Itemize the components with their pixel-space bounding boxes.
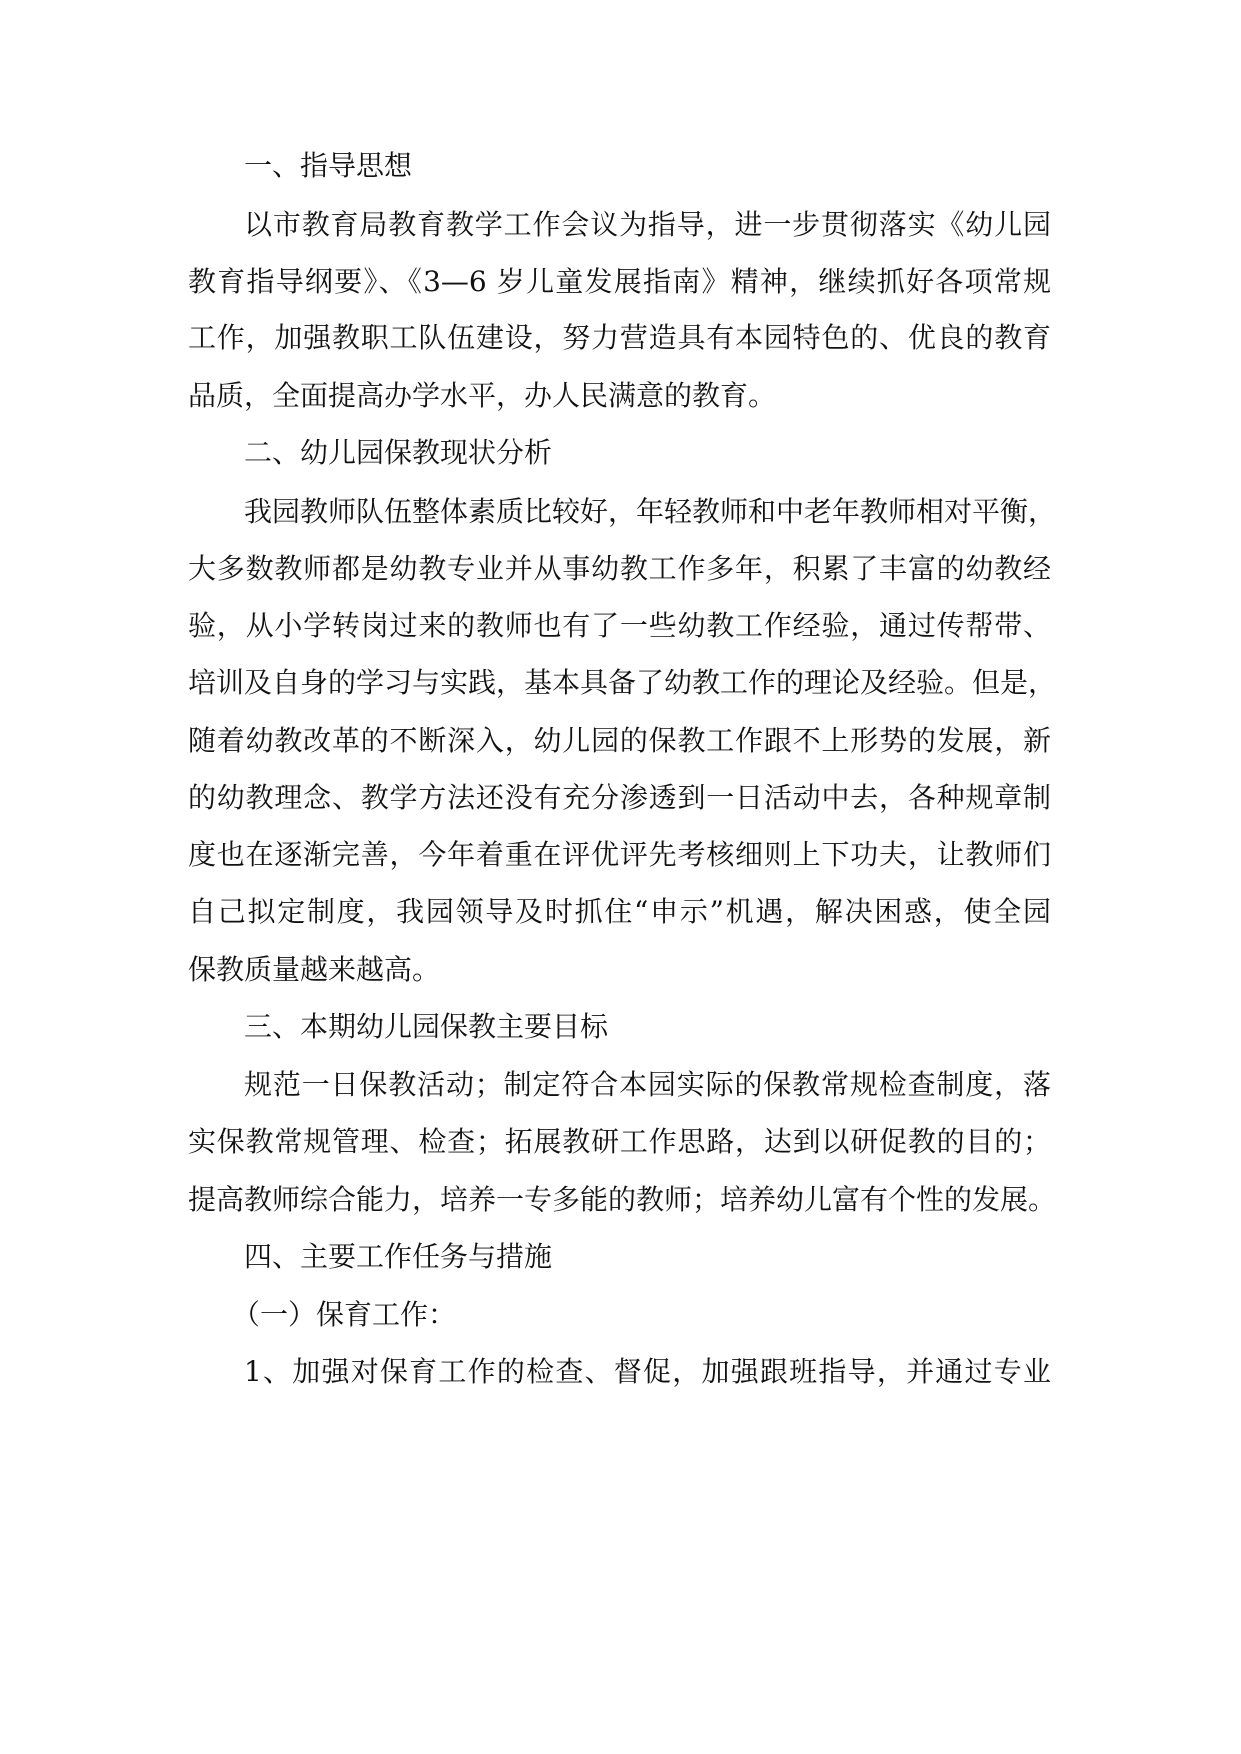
heading-status-analysis: 二、幼儿园保教现状分析 xyxy=(244,436,553,469)
paragraph-line: 我园教师队伍整体素质比较好，年轻教师和中老年教师相对平衡， xyxy=(244,495,1057,528)
paragraph-line: 规范一日保教活动；制定符合本园实际的保教常规检查制度，落 xyxy=(244,1068,1051,1101)
paragraph-line: 以市教育局教育教学工作会议为指导，进一步贯彻落实《幼儿园 xyxy=(244,208,1051,241)
paragraph-line: 工作，加强教职工队伍建设，努力营造具有本园特色的、优良的教育 xyxy=(188,321,1051,354)
paragraph-line: 保教质量越来越高。 xyxy=(188,953,441,986)
paragraph-line: 大多数教师都是幼教专业并从事幼教工作多年，积累了丰富的幼教经 xyxy=(188,552,1051,585)
heading-main-goals: 三、本期幼儿园保教主要目标 xyxy=(244,1010,609,1043)
heading-tasks-measures: 四、主要工作任务与措施 xyxy=(244,1240,553,1273)
subheading-care-work: （一）保育工作： xyxy=(232,1298,457,1331)
heading-guiding-thought: 一、指导思想 xyxy=(244,149,413,182)
paragraph-line: 的幼教理念、教学方法还没有充分渗透到一日活动中去，各种规章制 xyxy=(188,781,1051,814)
paragraph-line: 教育指导纲要》、《3—6 岁儿童发展指南》精神，继续抓好各项常规 xyxy=(188,265,1051,298)
paragraph-line: 自己拟定制度，我园领导及时抓住“申示”机遇，解决困惑，使全园 xyxy=(188,895,1051,928)
paragraph-line: 品质，全面提高办学水平，办人民满意的教育。 xyxy=(188,379,777,412)
paragraph-line: 提高教师综合能力，培养一专多能的教师；培养幼儿富有个性的发展。 xyxy=(188,1183,1057,1216)
paragraph-line: 1、加强对保育工作的检查、督促，加强跟班指导，并通过专业 xyxy=(244,1355,1051,1388)
paragraph-line: 实保教常规管理、检查；拓展教研工作思路，达到以研促教的目的； xyxy=(188,1125,1051,1158)
paragraph-line: 验，从小学转岗过来的教师也有了一些幼教工作经验，通过传帮带、 xyxy=(188,609,1051,642)
paragraph-line: 度也在逐渐完善，今年着重在评优评先考核细则上下功夫，让教师们 xyxy=(188,838,1051,871)
paragraph-line: 培训及自身的学习与实践，基本具备了幼教工作的理论及经验。但是， xyxy=(188,666,1057,699)
paragraph-line: 随着幼教改革的不断深入，幼儿园的保教工作跟不上形势的发展，新 xyxy=(188,724,1051,757)
